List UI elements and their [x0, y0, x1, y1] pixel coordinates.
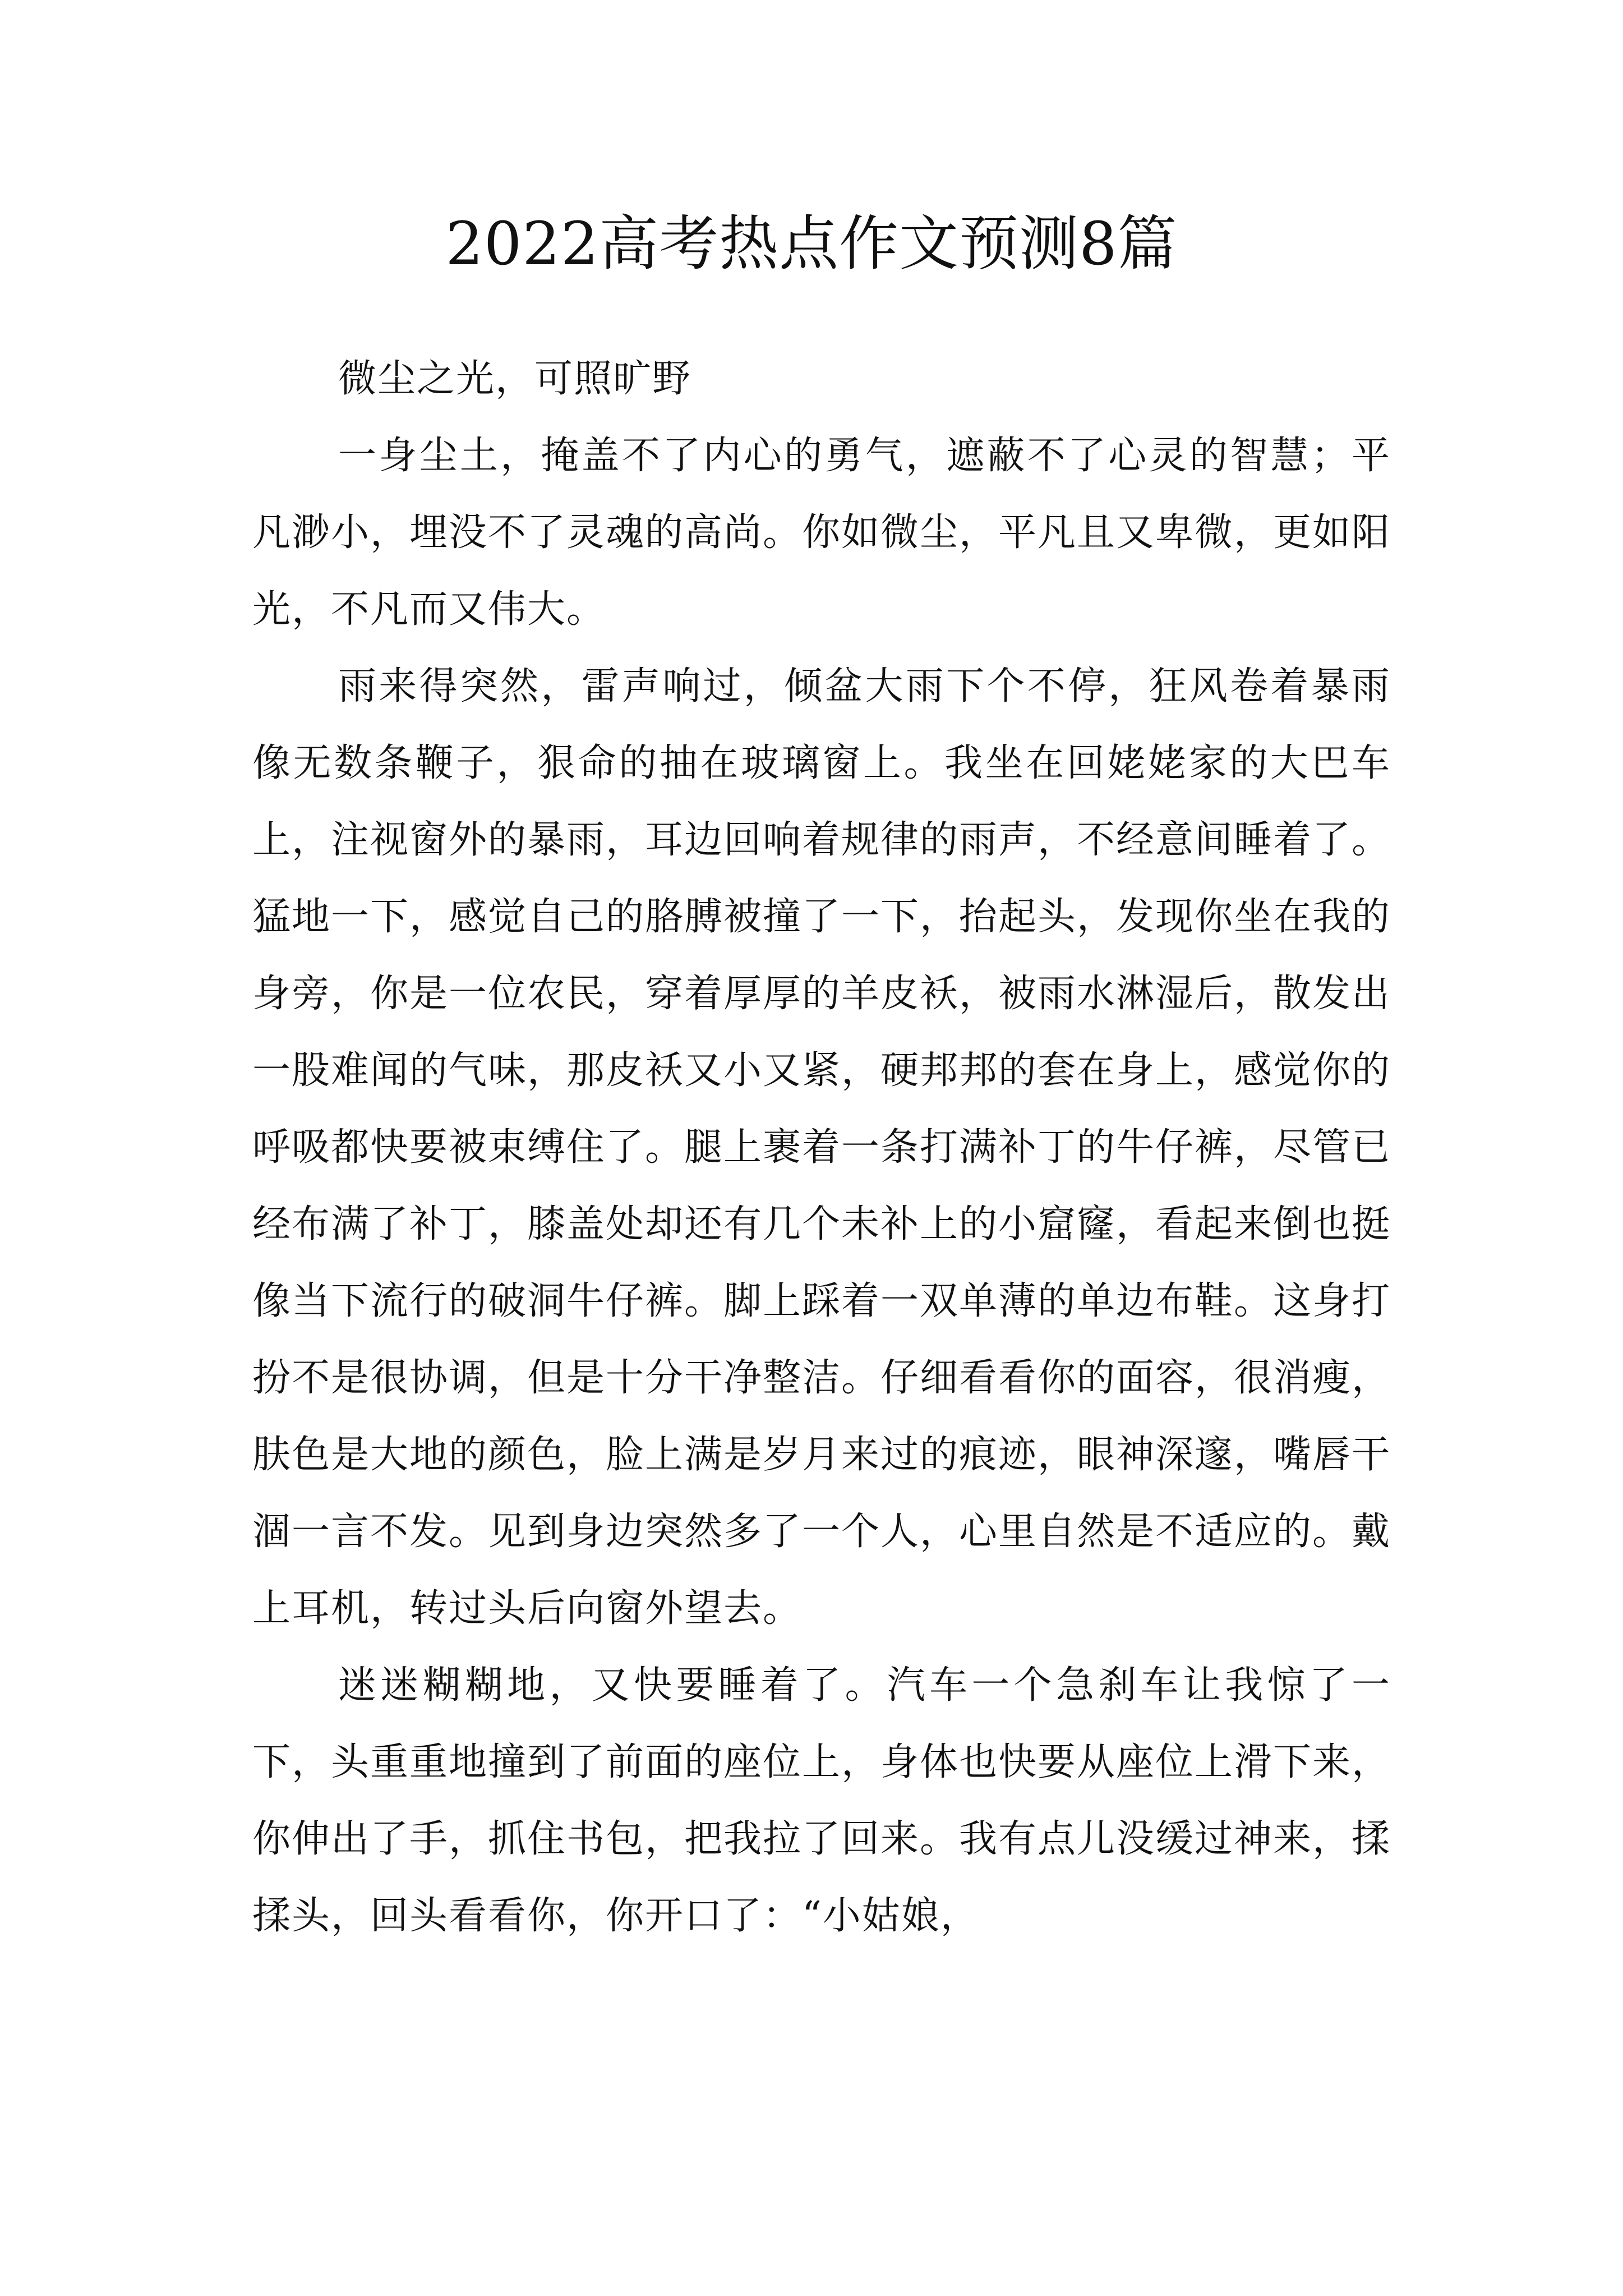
paragraph: 雨来得突然，雷声响过，倾盆大雨下个不停，狂风卷着暴雨像无数条鞭子，狠命的抽在玻璃窗上。我坐在回姥姥家的大巴车上，注视窗外的暴雨，耳边回响着规律的雨声，不经意间睡着了。猛地一下，感觉自己的胳膊被撞了一下，抬起头，发现你坐在我的身旁，你是一位农民，穿着厚厚的羊皮袄，被雨水淋湿后，散发出一股难闻的气味，那皮袄又小又紧，硬邦邦的套在身上，感觉你的呼吸都快要被束缚住了。腿上裹着一条打满补丁的牛仔裤，尽管已经布满了补丁，膝盖处却还有几个未补上的小窟窿，看起来倒也挺像当下流行的破洞牛仔裤。脚上踩着一双单薄的单边布鞋。这身打扮不是很协调，但是十分干净整洁。仔细看看你的面容，很消瘦，肤色是大地的颜色，脸上满是岁月来过的痕迹，眼神深邃，嘴唇干涸一言不发。见到身边突然多了一个人，心里自然是不适应的。戴上耳机，转过头后向窗外望去。	[252, 664, 1391, 1631]
paragraph: 一身尘土，掩盖不了内心的勇气，遮蔽不了心灵的智慧；平凡渺小，埋没不了灵魂的高尚。你如微尘，平凡且又卑微，更如阳光，不凡而又伟大。	[252, 434, 1391, 632]
document-title: 2022高考热点作文预测8篇	[445, 209, 1178, 278]
document-body	[252, 341, 1391, 1954]
paragraph: 迷迷糊糊地，又快要睡着了。汽车一个急刹车让我惊了一下，头重重地撞到了前面的座位上，身体也快要从座位上滑下来，你伸出了手，抓住书包，把我拉了回来。我有点儿没缓过神来，揉揉头，回头看看你，你开口了：“小姑娘，	[252, 1663, 1391, 1938]
paragraph-subtitle: 微尘之光，可照旷野	[338, 357, 692, 401]
